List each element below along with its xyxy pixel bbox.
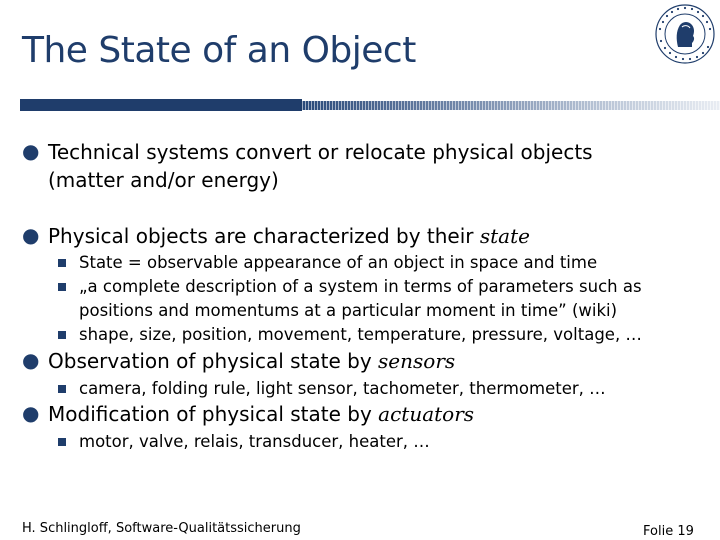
bullet-icon: ●	[22, 348, 40, 372]
point-4-text	[48, 402, 474, 426]
point-2-sub-2: „a complete description of a system in terms of parameters such as	[79, 277, 642, 296]
footer-author: H. Schlingloff, Software-Qualitätssicherung	[22, 521, 301, 536]
sub-bullet-icon	[58, 385, 66, 393]
title-underline-bar	[20, 99, 302, 111]
sub-bullet-icon	[58, 331, 66, 339]
point-3-text	[48, 349, 455, 373]
point-4-label: Modification of physical state by	[48, 402, 379, 426]
title-underline-fade	[302, 101, 720, 110]
point-4-sub-1: motor, valve, relais, transducer, heater, …	[79, 432, 430, 451]
university-seal-logo	[654, 3, 716, 65]
point-3-emphasis: sensors	[378, 349, 456, 373]
point-2-sub-3: shape, size, position, movement, temperature, pressure, voltage, …	[79, 325, 642, 344]
point-2-label: Physical objects are characterized by their	[48, 224, 480, 248]
sub-bullet-icon	[58, 283, 66, 291]
point-3-sub-1: camera, folding rule, light sensor, tachometer, thermometer, …	[79, 379, 606, 398]
point-1-line-2: (matter and/or energy)	[48, 168, 279, 192]
point-2-sub-2-cont: positions and momentums at a particular moment in time” (wiki)	[79, 301, 618, 320]
point-1-line-1: Technical systems convert or relocate physical objects	[48, 140, 593, 164]
slide-title: The State of an Object	[22, 30, 416, 71]
point-2-sub-1: State = observable appearance of an object in space and time	[79, 253, 598, 272]
footer-slide-number: Folie 19	[643, 524, 694, 539]
bullet-icon: ●	[22, 401, 40, 425]
sub-bullet-icon	[58, 259, 66, 267]
point-3-label: Observation of physical state by	[48, 349, 379, 373]
bullet-icon: ●	[22, 223, 40, 247]
bullet-icon: ●	[22, 139, 40, 163]
point-2-text	[48, 224, 530, 248]
sub-bullet-icon	[58, 438, 66, 446]
point-4-emphasis: actuators	[378, 402, 475, 426]
point-2-emphasis: state	[479, 224, 530, 248]
